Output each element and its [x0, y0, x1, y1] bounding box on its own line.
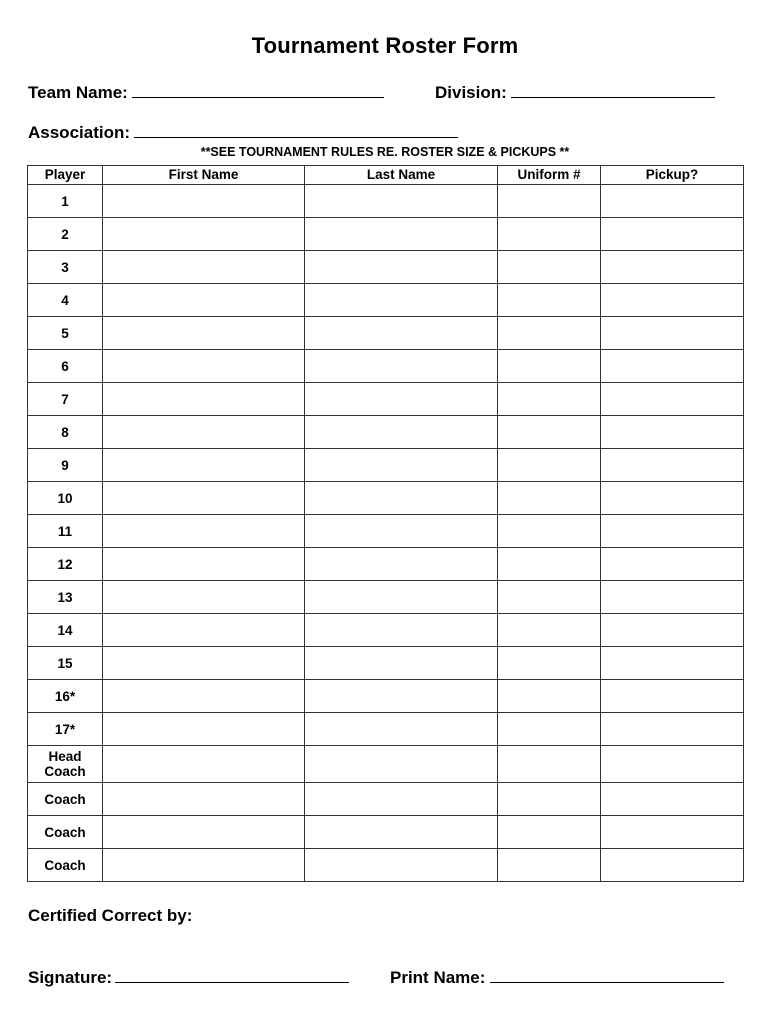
pickup-cell[interactable]	[601, 416, 744, 449]
table-row	[28, 783, 744, 816]
pickup-cell[interactable]	[601, 482, 744, 515]
player-number-cell: 11	[28, 515, 103, 548]
last-name-cell[interactable]	[305, 449, 498, 482]
roster-table	[27, 165, 744, 882]
uniform-cell[interactable]	[498, 614, 601, 647]
division-field[interactable]	[435, 83, 715, 103]
association-field[interactable]	[28, 123, 458, 143]
last-name-cell[interactable]	[305, 482, 498, 515]
pickup-cell[interactable]	[601, 548, 744, 581]
last-name-cell[interactable]	[305, 383, 498, 416]
uniform-cell[interactable]	[498, 783, 601, 816]
last-name-cell[interactable]	[305, 218, 498, 251]
last-name-cell[interactable]	[305, 647, 498, 680]
column-header-last-name: Last Name	[305, 166, 498, 185]
player-number-cell: 13	[28, 581, 103, 614]
signature-field[interactable]	[28, 968, 349, 988]
table-row	[28, 746, 744, 783]
uniform-cell[interactable]	[498, 218, 601, 251]
uniform-cell[interactable]	[498, 482, 601, 515]
last-name-cell[interactable]	[305, 783, 498, 816]
first-name-cell[interactable]	[103, 680, 305, 713]
uniform-cell[interactable]	[498, 317, 601, 350]
table-row	[28, 317, 744, 350]
uniform-cell[interactable]	[498, 515, 601, 548]
table-row	[28, 416, 744, 449]
pickup-cell[interactable]	[601, 350, 744, 383]
first-name-cell[interactable]	[103, 350, 305, 383]
pickup-cell[interactable]	[601, 185, 744, 218]
last-name-cell[interactable]	[305, 350, 498, 383]
uniform-cell[interactable]	[498, 284, 601, 317]
last-name-cell[interactable]	[305, 581, 498, 614]
player-number-cell: 17*	[28, 713, 103, 746]
table-row	[28, 350, 744, 383]
first-name-cell[interactable]	[103, 317, 305, 350]
division-label: Division:	[435, 83, 507, 102]
first-name-cell[interactable]	[103, 713, 305, 746]
first-name-cell[interactable]	[103, 185, 305, 218]
first-name-cell[interactable]	[103, 783, 305, 816]
last-name-cell[interactable]	[305, 317, 498, 350]
first-name-cell[interactable]	[103, 284, 305, 317]
column-header-pickup: Pickup?	[601, 166, 744, 185]
first-name-cell[interactable]	[103, 383, 305, 416]
table-row	[28, 383, 744, 416]
first-name-cell[interactable]	[103, 581, 305, 614]
column-header-uniform: Uniform #	[498, 166, 601, 185]
uniform-cell[interactable]	[498, 548, 601, 581]
player-number-cell: 1	[28, 185, 103, 218]
player-number-cell: 8	[28, 416, 103, 449]
first-name-cell[interactable]	[103, 449, 305, 482]
table-row	[28, 849, 744, 882]
table-row	[28, 515, 744, 548]
association-label: Association:	[28, 123, 131, 142]
player-number-cell: Coach	[28, 783, 103, 816]
first-name-cell[interactable]	[103, 218, 305, 251]
pickup-cell[interactable]	[601, 251, 744, 284]
pickup-cell[interactable]	[601, 284, 744, 317]
player-number-cell: 14	[28, 614, 103, 647]
pickup-cell[interactable]	[601, 614, 744, 647]
uniform-cell[interactable]	[498, 680, 601, 713]
uniform-cell[interactable]	[498, 581, 601, 614]
last-name-cell[interactable]	[305, 816, 498, 849]
last-name-cell[interactable]	[305, 713, 498, 746]
table-row	[28, 284, 744, 317]
table-row	[28, 713, 744, 746]
first-name-cell[interactable]	[103, 816, 305, 849]
roster-rules-note: **SEE TOURNAMENT RULES RE. ROSTER SIZE & PICKUPS **	[200, 145, 570, 159]
pickup-cell[interactable]	[601, 218, 744, 251]
team-name-field[interactable]	[28, 83, 384, 103]
uniform-cell[interactable]	[498, 251, 601, 284]
table-row	[28, 218, 744, 251]
last-name-cell[interactable]	[305, 614, 498, 647]
table-row	[28, 482, 744, 515]
print-name-field[interactable]	[390, 968, 724, 988]
player-number-cell: Coach	[28, 849, 103, 882]
player-number-cell: Head Coach	[28, 746, 103, 783]
uniform-cell[interactable]	[498, 816, 601, 849]
table-row	[28, 816, 744, 849]
first-name-cell[interactable]	[103, 746, 305, 783]
uniform-cell[interactable]	[498, 647, 601, 680]
uniform-cell[interactable]	[498, 185, 601, 218]
form-title: Tournament Roster Form	[251, 33, 519, 58]
player-number-cell: 5	[28, 317, 103, 350]
pickup-cell[interactable]	[601, 647, 744, 680]
player-number-cell: 16*	[28, 680, 103, 713]
pickup-cell[interactable]	[601, 816, 744, 849]
first-name-cell[interactable]	[103, 614, 305, 647]
certified-correct-label: Certified Correct by:	[28, 906, 193, 925]
first-name-cell[interactable]	[103, 849, 305, 882]
pickup-cell[interactable]	[601, 713, 744, 746]
first-name-cell[interactable]	[103, 482, 305, 515]
table-row	[28, 185, 744, 218]
pickup-cell[interactable]	[601, 849, 744, 882]
table-row	[28, 680, 744, 713]
player-number-cell: 9	[28, 449, 103, 482]
pickup-cell[interactable]	[601, 317, 744, 350]
column-header-player: Player	[28, 166, 103, 185]
uniform-cell[interactable]	[498, 849, 601, 882]
uniform-cell[interactable]	[498, 713, 601, 746]
first-name-cell[interactable]	[103, 548, 305, 581]
first-name-cell[interactable]	[103, 647, 305, 680]
player-number-cell: 7	[28, 383, 103, 416]
pickup-cell[interactable]	[601, 581, 744, 614]
table-row	[28, 251, 744, 284]
player-number-cell: 10	[28, 482, 103, 515]
last-name-cell[interactable]	[305, 680, 498, 713]
pickup-cell[interactable]	[601, 449, 744, 482]
last-name-cell[interactable]	[305, 548, 498, 581]
roster-body	[28, 185, 744, 882]
last-name-cell[interactable]	[305, 849, 498, 882]
last-name-cell[interactable]	[305, 185, 498, 218]
last-name-cell[interactable]	[305, 251, 498, 284]
player-number-cell: 2	[28, 218, 103, 251]
table-header-row	[28, 166, 744, 185]
first-name-cell[interactable]	[103, 416, 305, 449]
table-row	[28, 647, 744, 680]
print-name-label: Print Name:	[390, 968, 486, 987]
uniform-cell[interactable]	[498, 449, 601, 482]
last-name-cell[interactable]	[305, 746, 498, 783]
pickup-cell[interactable]	[601, 383, 744, 416]
uniform-cell[interactable]	[498, 746, 601, 783]
player-number-cell: 12	[28, 548, 103, 581]
first-name-cell[interactable]	[103, 515, 305, 548]
last-name-cell[interactable]	[305, 416, 498, 449]
table-row	[28, 614, 744, 647]
uniform-cell[interactable]	[498, 416, 601, 449]
uniform-cell[interactable]	[498, 383, 601, 416]
table-row	[28, 449, 744, 482]
pickup-cell[interactable]	[601, 783, 744, 816]
table-row	[28, 548, 744, 581]
last-name-cell[interactable]	[305, 515, 498, 548]
last-name-cell[interactable]	[305, 284, 498, 317]
pickup-cell[interactable]	[601, 680, 744, 713]
first-name-cell[interactable]	[103, 251, 305, 284]
player-number-cell: 4	[28, 284, 103, 317]
player-number-cell: 3	[28, 251, 103, 284]
player-number-cell: 6	[28, 350, 103, 383]
player-number-cell: Coach	[28, 816, 103, 849]
column-header-first-name: First Name	[103, 166, 305, 185]
team-name-label: Team Name:	[28, 83, 128, 102]
table-row	[28, 581, 744, 614]
pickup-cell[interactable]	[601, 746, 744, 783]
player-number-cell: 15	[28, 647, 103, 680]
signature-label: Signature:	[28, 968, 113, 987]
pickup-cell[interactable]	[601, 515, 744, 548]
uniform-cell[interactable]	[498, 350, 601, 383]
